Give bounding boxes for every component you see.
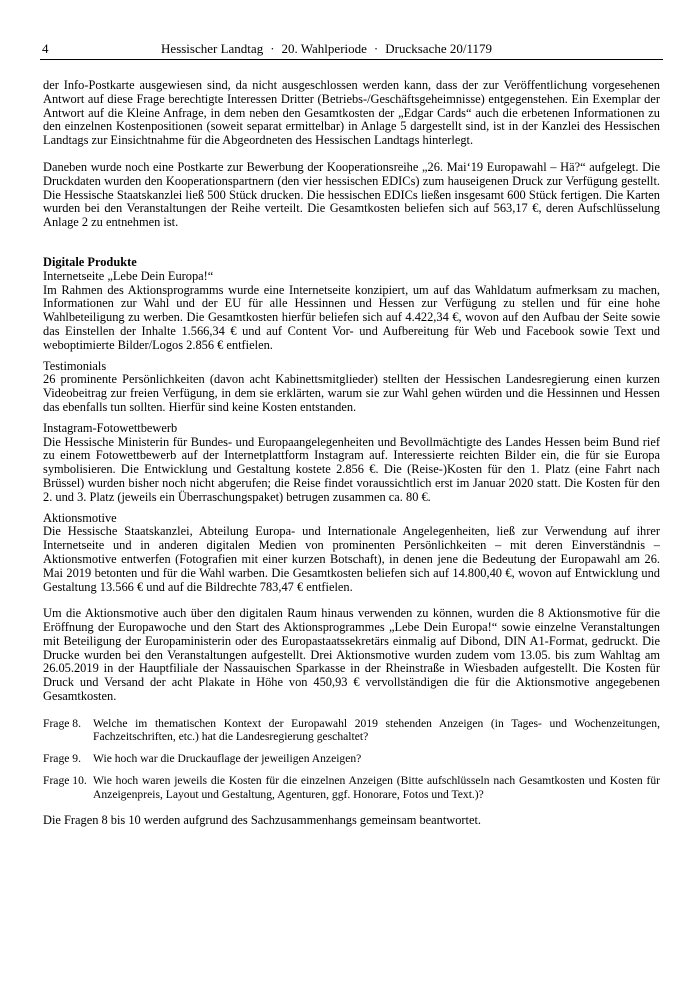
running-header xyxy=(161,41,492,57)
page-number: 4 xyxy=(42,41,49,56)
paragraph-postcard-series: Daneben wurde noch eine Postkarte zur Bewerbung der Kooperationsreihe „26. Mai‘19 Europawahl – Hä?“ aufgelegt. Die Druckdaten wurden den Kooperationspartnern (den vier hessischen EDICs) zum hauseigenen Druck zur Verfügung gestellt. Die Hessische Staatskanzlei ließ 500 Stück drucken. Die hessischen EDICs ließen insgesamt 600 Stück fertigen. Die Karten wurden bei den Veranstaltungen der Reihe verteilt. Die Gesamtkosten beliefen sich auf 563,17 €, deren Aufschlüsselung Anlage 2 zu entnehmen ist. xyxy=(43,159,660,230)
subheading-internet: Internetseite „Lebe Dein Europa!“ xyxy=(43,268,214,283)
question-9 xyxy=(43,752,660,765)
header-separator: · xyxy=(270,41,275,56)
subheading-instagram: Instagram-Fotowettbewerb xyxy=(43,420,178,435)
subheading-testimonials: Testimonials xyxy=(43,358,107,373)
paragraph-motive-print: Um die Aktionsmotive auch über den digitalen Raum hinaus verwenden zu können, wurden die 8 Aktionsmotive für die Eröffnung der Europawoche und den Start des Aktionsprogrammes „Lebe Dein Europa!“ sowie einzelne Veranstaltungen mit Beteiligung der Europaministerin oder des Europastaatssekretärs einmalig auf Dibond, DIN A1-Format, gedruckt. Die Drucke wurden bei den Veranstaltungen aufgestellt. Drei Aktionsmotive wurden zudem vom 13.05. bis zum Wahltag am 26.05.2019 in der Hauptfiliale der Nassauischen Sparkasse in der Rheinstraße in Wiesbaden aufgestellt. Die Kosten für Druck und Versand der acht Plakate in Höhe von 450,93 € vervollständigen die für die Aktionsmotive angegebenen Gesamtkosten. xyxy=(43,606,660,704)
section-heading-digital: Digitale Produkte xyxy=(43,254,137,269)
header-document: Drucksache 20/1179 xyxy=(385,41,492,56)
question-label: Frage 8. xyxy=(43,716,81,730)
paragraph-internet: Im Rahmen des Aktionsprogramms wurde eine Internetseite konzipiert, um auf das Wahldatum aufmerksam zu machen, Informationen zur Wahl und der EU für alle Hessinnen und Hessen zur Verfügung zu stellen und für eine hohe Wahlbeteiligung zu werben. Die Gesamtkosten hierfür beliefen sich auf 4.422,34 €, wovon auf den Aufbau der Seite sowie das Einstellen der Inhalte 1.566,34 € und auf Content Vor- und Aufbereitung für Web und Facebook sowie Text und weboptimierte Bilder/Logos 2.856 € entfielen. xyxy=(43,282,660,352)
header-period: 20. Wahlperiode xyxy=(281,41,367,56)
question-10 xyxy=(43,774,660,800)
paragraph-motive: Die Hessische Staatskanzlei, Abteilung Europa- und Internationale Angelegenheiten, ließ zur Verwendung auf ihrer Internetseite und in anderen digitalen Medien von prominenten Persönlichkeiten – mit deren Einverständnis – Aktionsmotive entwerfen (Fotografien mit einer kurzen Botschaft), in denen jene die Bedeutung der Europawahl am 26. Mai 2019 betonten und für die Wahl warben. Die Gesamtkosten beliefen sich auf 14.800,40 €, wovon auf Entwicklung und Gestaltung 13.566 € und auf die Bildrechte 783,47 € entfielen. xyxy=(43,524,660,594)
paragraph-postcard-info: der Info-Postkarte ausgewiesen sind, da nicht ausgeschlossen werden kann, dass der zur Veröffentlichung vorgesehenen Antwort auf diese Frage berechtigte Interessen Dritter (Betriebs-/Geschäftsgeheimnisse) entgegenstehen. Ein Exemplar der Antwort auf die Kleine Anfrage, in dem neben den Gesamtkosten der „Edgar Cards“ auch die erbetenen Informationen zu den einzelnen Kostenpositionen (soweit separat ermittelbar) in Anlage 5 dargestellt sind, ist in der Kanzlei des Hessischen Landtags zur Einsichtnahme für die Abgeordneten des Hessischen Landtags hinterlegt. xyxy=(43,78,660,148)
header-institution: Hessischer Landtag xyxy=(161,41,264,56)
header-separator: · xyxy=(373,41,379,56)
question-text: Welche im thematischen Kontext der Europawahl 2019 stehenden Anzeigen (in Tages- und Wochenzeitungen, Fachzeitschriften, etc.) hat die Landesregierung geschaltet? xyxy=(93,716,660,744)
question-text: Wie hoch waren jeweils die Kosten für die einzelnen Anzeigen (Bitte aufschlüsseln nach Gesamtkosten und Kosten für Anzeigenpreis, Layout und Gestaltung, Agenturen, ggf. Honorare, Fotos und Text.)? xyxy=(93,774,660,801)
question-8 xyxy=(43,717,660,743)
subheading-motive: Aktionsmotive xyxy=(43,510,117,525)
paragraph-instagram: Die Hessische Ministerin für Bundes- und Europaangelegenheiten und Bevollmächtigte des Landes Hessen beim Bund rief zu einem Fotowettbewerb auf der Internetplattform Instagram auf. Interessierte reichten Bilder ein, die für sie Europa symbolisieren. Die Entwicklung und Gestaltung kostete 2.856 €. Die (Reise-)Kosten für den 1. Platz (eine Fahrt nach Brüssel) wurden bisher noch nicht abgerufen; die Reise findet voraussichtlich erst im Januar 2020 statt. Die Kosten für den 2. und 3. Platz (jeweils ein Überraschungspaket) betrugen zusammen ca. 80 €. xyxy=(43,434,660,504)
question-text: Wie hoch war die Druckauflage der jeweiligen Anzeigen? xyxy=(93,752,362,766)
paragraph-testimonials: 26 prominente Persönlichkeiten (davon acht Kabinettsmitglieder) stellten der Hessischen Landesregierung einen kurzen Videobeitrag zur freien Verfügung, in dem sie erklärten, warum sie zur Wahl gehen würden und die Hessinnen und Hessen das ebenfalls tun sollten. Hierfür sind keine Kosten entstanden. xyxy=(43,372,660,414)
body-content xyxy=(43,79,660,828)
paragraph-closing: Die Fragen 8 bis 10 werden aufgrund des Sachzusammenhangs gemeinsam beantwortet. xyxy=(43,812,482,827)
question-label: Frage 9. xyxy=(43,752,81,766)
question-label: Frage 10. xyxy=(43,774,87,788)
page-header xyxy=(40,41,663,60)
